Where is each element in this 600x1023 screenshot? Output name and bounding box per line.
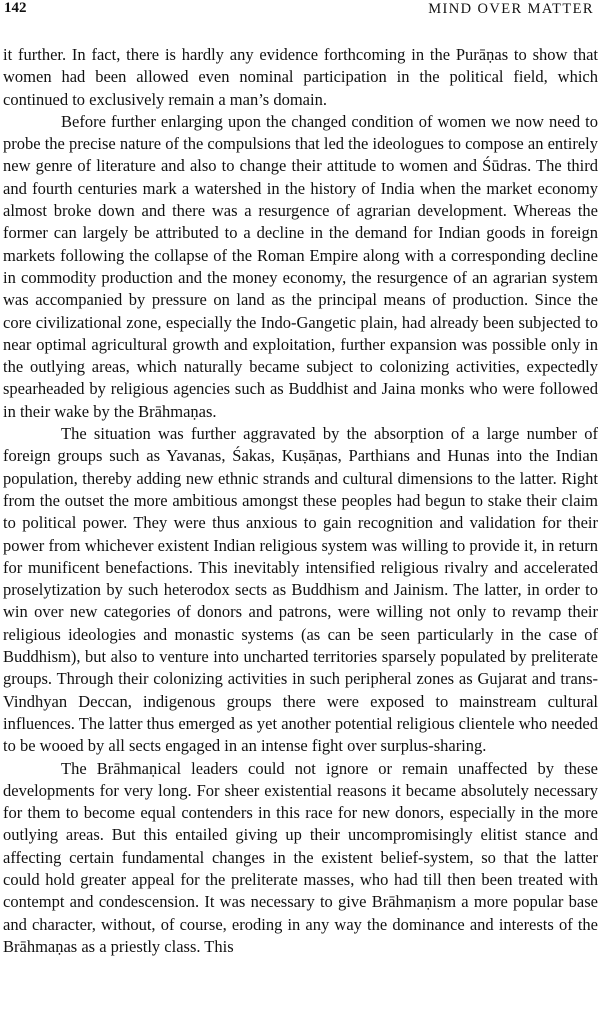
- running-title: MIND OVER MATTER: [428, 1, 594, 17]
- running-head: [3, 0, 598, 22]
- body-text: [3, 44, 598, 958]
- page-number: 142: [4, 0, 27, 16]
- paragraph-brahmanical-leaders: The Brāhmaṇical leaders could not ignore or remain unaffected by these developments for very long. For sheer existential reasons it became absolutely necessary for them to become equal contenders in this race for new donors, especially in the more outlying areas. But this entailed giving up their uncompromisingly elitist stance and affecting certain fundamental changes in the existent belief-system, so that the latter could hold greater appeal for the preliterate masses, who had till then been treated with contempt and condescension. It was necessary to give Brāhmaṇism a more popular base and character, without, of course, eroding in any way the dominance and interests of the Brāhmaṇas as a priestly class. This: [3, 758, 598, 956]
- paragraph-foreign-groups: The situation was further aggravated by the absorption of a large number of foreign groups such as Yavanas, Śakas, Kuṣāṇas, Parthians and Hunas into the Indian population, thereby adding new ethnic strands and cultural dimensions to the latter. Right from the outset the more ambitious amongst these peoples had begun to stake their claim to political power. They were thus anxious to gain recognition and validation for their power from whichever existent Indian religious system was willing to provide it, in return for munificent benefactions. This inevitably intensified religious rivalry and accelerated proselytization by such heterodox sects as Buddhism and Jainism. The latter, in order to win over new categories of donors and patrons, were willing not only to revamp their religious ideologies and monastic systems (as can be seen particularly in the case of Buddhism), but also to venture into uncharted territories sparsely populated by preliterate groups. Through their colonizing activities in such peripheral zones as Gujarat and trans-Vindhyan Deccan, indigenous groups there were exposed to mainstream cultural influences. The latter thus emerged as yet another potential religious clientele who needed to be wooed by all sects engaged in an intense fight over surplus-sharing.: [3, 424, 598, 756]
- paragraph-agrarian-development: Before further enlarging upon the changed condition of women we now need to probe the precise nature of the compulsions that led the ideologues to compose an entirely new genre of literature and also to change their attitude to women and Śūdras. The third and fourth centuries mark a watershed in the history of India when the market economy almost broke down and there was a resurgence of agrarian development. Whereas the former can largely be attributed to a decline in the demand for Indian goods in foreign markets following the collapse of the Roman Empire along with a corresponding decline in commodity production and the money economy, the resurgence of an agrarian system was accompanied by pressure on land as the principal means of production. Since the core civilizational zone, especially the Indo-Gangetic plain, had already been subjected to near optimal agricultural growth and exploitation, further expansion was possible only in the outlying areas, which naturally became subject to colonizing activities, expectedly spearheaded by religious agencies such as Buddhist and Jaina monks who were followed in their wake by the Brāhmaṇas.: [3, 111, 598, 421]
- paragraph-continuation: it further. In fact, there is hardly any evidence forthcoming in the Purāṇas to show that women had been allowed even nominal participation in the political field, which continued to exclusively remain a man’s domain.: [3, 45, 598, 109]
